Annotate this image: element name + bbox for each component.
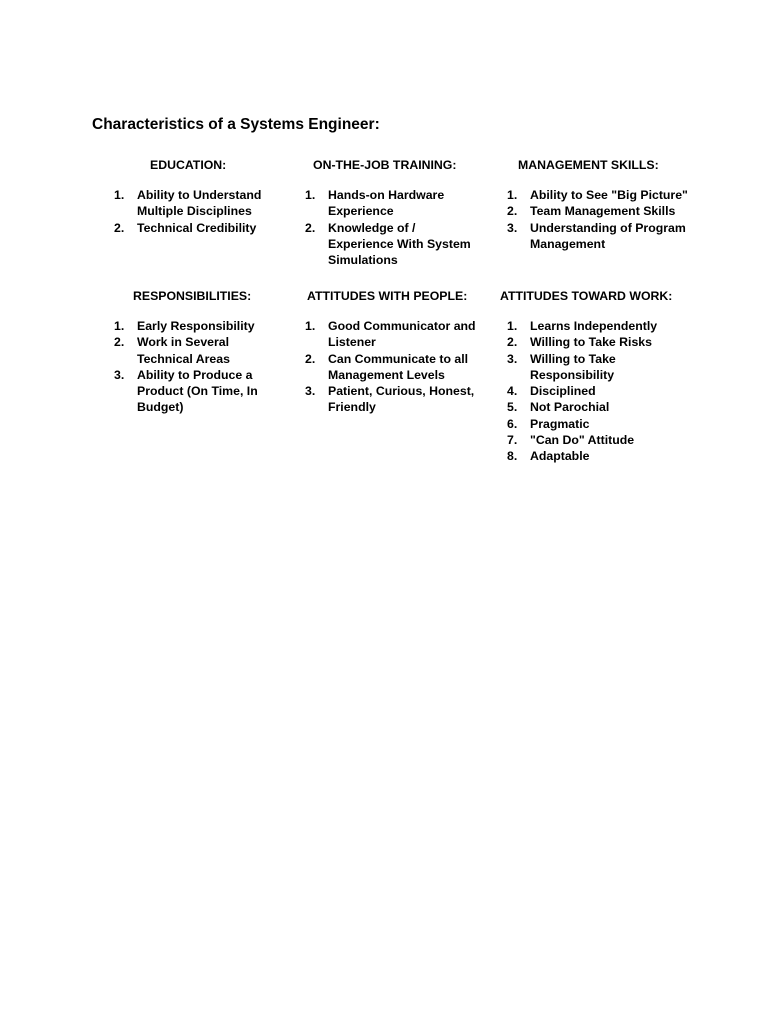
list-item-line: Technical Credibility <box>137 220 257 235</box>
section-list <box>114 187 274 236</box>
list-item-number: 2. <box>305 351 316 366</box>
list-item-line: Knowledge of / <box>328 220 416 235</box>
list-item-text <box>530 399 609 415</box>
list-item-number: 5. <box>507 400 518 415</box>
section-list <box>305 318 485 416</box>
list-item-line: Can Communicate to all <box>328 351 469 366</box>
list-item-number: 4. <box>507 384 518 399</box>
list-item <box>114 334 274 367</box>
list-item <box>507 432 697 448</box>
list-item-line: Disciplined <box>530 384 596 399</box>
list-item-number: 1. <box>507 319 518 333</box>
list-item-line: Ability to Produce a <box>137 367 253 382</box>
section-list <box>114 318 274 416</box>
section-heading: ATTITUDES TOWARD WORK: <box>500 289 673 303</box>
list-item-text <box>137 187 261 220</box>
list-item-text <box>137 334 230 367</box>
list-item-line: Team Management Skills <box>530 204 676 219</box>
list-item-line: Budget) <box>137 400 184 415</box>
list-item-line: Multiple Disciplines <box>137 204 252 219</box>
list-item-number: 2. <box>114 335 125 350</box>
list-item-line: Not Parochial <box>530 400 610 415</box>
list-item-text <box>328 220 471 269</box>
list-item-number: 2. <box>114 220 125 235</box>
section-list <box>305 187 480 268</box>
list-item-number: 2. <box>507 204 518 219</box>
list-item-number: 6. <box>507 416 518 431</box>
list-item-number: 3. <box>305 384 316 399</box>
section-list <box>507 187 697 252</box>
list-item <box>507 318 697 334</box>
list-item-line: Work in Several <box>137 335 230 350</box>
section-list <box>507 318 697 465</box>
list-item-line: Willing to Take Risks <box>530 335 652 350</box>
list-item-line: Friendly <box>328 400 376 415</box>
list-item <box>114 367 274 416</box>
list-item-number: 8. <box>507 449 518 464</box>
list-item <box>305 383 485 416</box>
list-item-text <box>530 416 589 432</box>
list-item-line: Technical Areas <box>137 351 230 366</box>
list-item <box>507 351 697 384</box>
list-item-line: "Can Do" Attitude <box>530 433 635 448</box>
list-item-text <box>530 220 686 253</box>
list-item-line: Ability to See "Big Picture" <box>530 188 688 202</box>
list-item-text <box>530 351 616 384</box>
list-item-number: 7. <box>507 433 518 448</box>
list-item <box>507 416 697 432</box>
list-item-number: 3. <box>114 367 125 382</box>
list-item-text <box>137 318 255 334</box>
list-item-line: Learns Independently <box>530 319 658 333</box>
list-item-line: Early Responsibility <box>137 319 255 333</box>
list-item-text <box>530 448 589 464</box>
list-item-number: 3. <box>507 220 518 235</box>
list-item-number: 1. <box>114 188 125 202</box>
list-item-text <box>530 334 652 350</box>
list-item-number: 1. <box>507 188 518 202</box>
list-item-text <box>530 203 675 219</box>
list-item-text <box>328 187 444 220</box>
list-item <box>305 351 485 384</box>
list-item <box>305 220 480 269</box>
section-heading: MANAGEMENT SKILLS: <box>518 158 659 172</box>
list-item <box>114 220 274 236</box>
list-item-line: Willing to Take <box>530 351 616 366</box>
list-item-line: Listener <box>328 335 376 350</box>
list-item-line: Patient, Curious, Honest, <box>328 384 475 399</box>
list-item <box>507 220 697 253</box>
list-item-line: Experience With System <box>328 236 471 251</box>
list-item-text <box>328 383 474 416</box>
section-heading: ATTITUDES WITH PEOPLE: <box>307 289 468 303</box>
list-item-text <box>530 318 657 334</box>
list-item-line: Pragmatic <box>530 416 590 431</box>
list-item-line: Ability to Understand <box>137 188 262 202</box>
list-item-text <box>137 367 258 416</box>
list-item-line: Experience <box>328 204 394 219</box>
list-item-line: Adaptable <box>530 449 590 464</box>
list-item-text <box>530 187 688 203</box>
page-title: Characteristics of a Systems Engineer: <box>92 116 380 133</box>
list-item <box>114 318 274 334</box>
list-item-line: Management Levels <box>328 367 445 382</box>
list-item <box>305 318 485 351</box>
section-heading: RESPONSIBILITIES: <box>133 289 252 303</box>
list-item <box>507 399 697 415</box>
list-item <box>507 334 697 350</box>
list-item <box>507 203 697 219</box>
list-item <box>507 383 697 399</box>
list-item <box>305 187 480 220</box>
list-item-text <box>137 220 256 236</box>
list-item <box>507 448 697 464</box>
list-item <box>114 187 274 220</box>
list-item-line: Understanding of Program <box>530 220 686 235</box>
section-heading: ON-THE-JOB TRAINING: <box>313 158 457 172</box>
list-item-line: Management <box>530 236 606 251</box>
list-item-line: Simulations <box>328 253 398 268</box>
list-item-number: 1. <box>114 319 125 333</box>
list-item-line: Product (On Time, In <box>137 384 258 399</box>
list-item-number: 1. <box>305 319 316 333</box>
list-item-line: Good Communicator and <box>328 319 476 333</box>
section-heading: EDUCATION: <box>150 158 227 172</box>
list-item-text <box>328 318 476 351</box>
list-item-text <box>530 383 596 399</box>
list-item-number: 2. <box>305 220 316 235</box>
list-item-text <box>328 351 468 384</box>
list-item <box>507 187 697 203</box>
list-item-number: 2. <box>507 335 518 350</box>
list-item-text <box>530 432 634 448</box>
list-item-line: Responsibility <box>530 367 615 382</box>
list-item-line: Hands-on Hardware <box>328 188 445 202</box>
list-item-number: 1. <box>305 188 316 202</box>
list-item-number: 3. <box>507 351 518 366</box>
